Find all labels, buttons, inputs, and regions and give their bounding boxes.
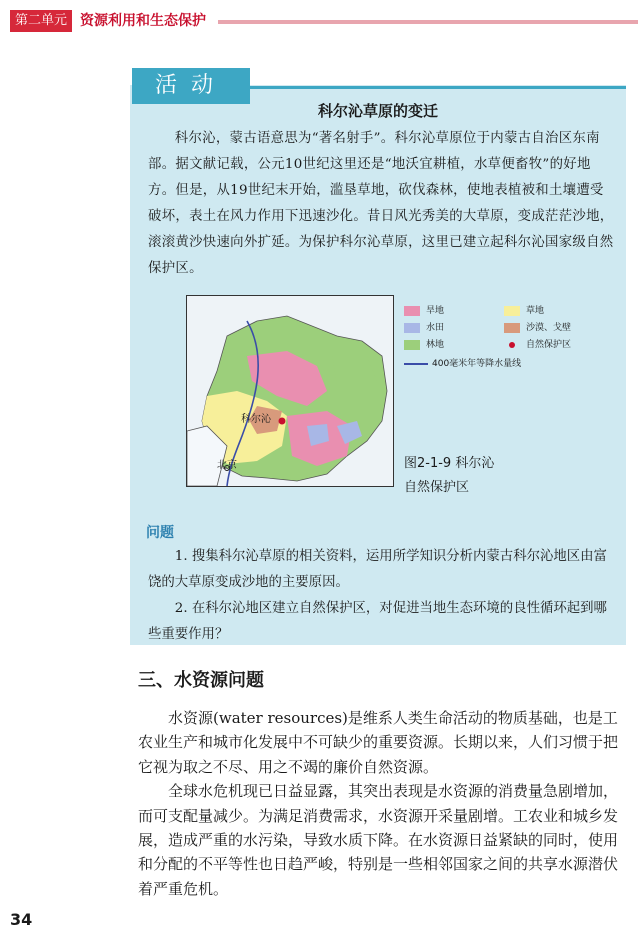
activity-title: 科尔沁草原的变迁 bbox=[317, 102, 438, 120]
legend-item-dryland: 旱地 bbox=[404, 304, 444, 318]
page-header bbox=[0, 8, 640, 34]
section-body bbox=[138, 706, 626, 901]
legend-item-desert: 沙漠、戈壁 bbox=[504, 321, 571, 335]
questions-list bbox=[148, 544, 614, 648]
legend-item-paddy: 水田 bbox=[404, 321, 444, 335]
unit-label: 第二单元 bbox=[10, 10, 72, 32]
legend-item-forest: 林地 bbox=[404, 338, 444, 352]
body-paragraph: 全球水危机现已日益显露，其突出表现是水资源的消费量急剧增加，而可支配量减少。为满足消费需求，水资源开采量剧增。工农业和城乡发展，造成严重的水污染，导致水质下降。在水资源日益紧缺的同时，使用和分配的不平等性也日趋严峻，特别是一些相邻国家之间的共享水源潜伏着严重危机。 bbox=[138, 782, 619, 898]
map-label-beijing: 北京 bbox=[217, 460, 237, 471]
reserve-dot-icon bbox=[509, 342, 515, 348]
question-item: 1. 搜集科尔沁草原的相关资料，运用所学知识分析内蒙古科尔沁地区由富饶的大草原变成沙地的主要原因。 bbox=[148, 549, 607, 590]
legend-item-grassland: 草地 bbox=[504, 304, 544, 318]
section-heading: 三、水资源问题 bbox=[138, 670, 264, 691]
questions-heading: 问题 bbox=[146, 525, 174, 541]
unit-title: 资源利用和生态保护 bbox=[80, 13, 206, 29]
header-rule bbox=[218, 20, 638, 24]
activity-paragraph: 科尔沁，蒙古语意思为“著名射手”。科尔沁草原位于内蒙古自治区东南部。据文献记载，公元10世纪这里还是“地沃宜耕植，水草便畜牧”的好地方。但是，从19世纪末开始，滥垦草地，砍伐森林，使地表植被和土壤遭受破坏，表土在风力作用下迅速沙化。昔日风光秀美的大草原，变成茫茫沙地，滚滚黄沙快速向外扩延。为保护科尔沁草原，这里已建立起科尔沁国家级自然保护区。 bbox=[148, 131, 614, 276]
legend-item-isohyet: 400毫米年等降水量线 bbox=[404, 357, 521, 371]
activity-tab-rule bbox=[250, 86, 626, 89]
page-number: 34 bbox=[10, 910, 33, 929]
legend-item-reserve: 自然保护区 bbox=[504, 338, 571, 352]
body-paragraph: 水资源(water resources)是维系人类生命活动的物质基础，也是工农业生产和城市化发展中不可缺少的重要资源。长期以来，人们习惯于把它视为取之不尽、用之不竭的廉价自然资源。 bbox=[138, 709, 619, 776]
question-item: 2. 在科尔沁地区建立自然保护区，对促进当地生态环境的良性循环起到哪些重要作用？ bbox=[148, 601, 607, 642]
horqin-map bbox=[186, 295, 394, 487]
map-label-horqin: 科尔沁 bbox=[241, 414, 271, 425]
activity-tab: 活动 bbox=[132, 68, 250, 104]
figure-caption: 图2-1-9 科尔沁 自然保护区 bbox=[404, 456, 495, 495]
